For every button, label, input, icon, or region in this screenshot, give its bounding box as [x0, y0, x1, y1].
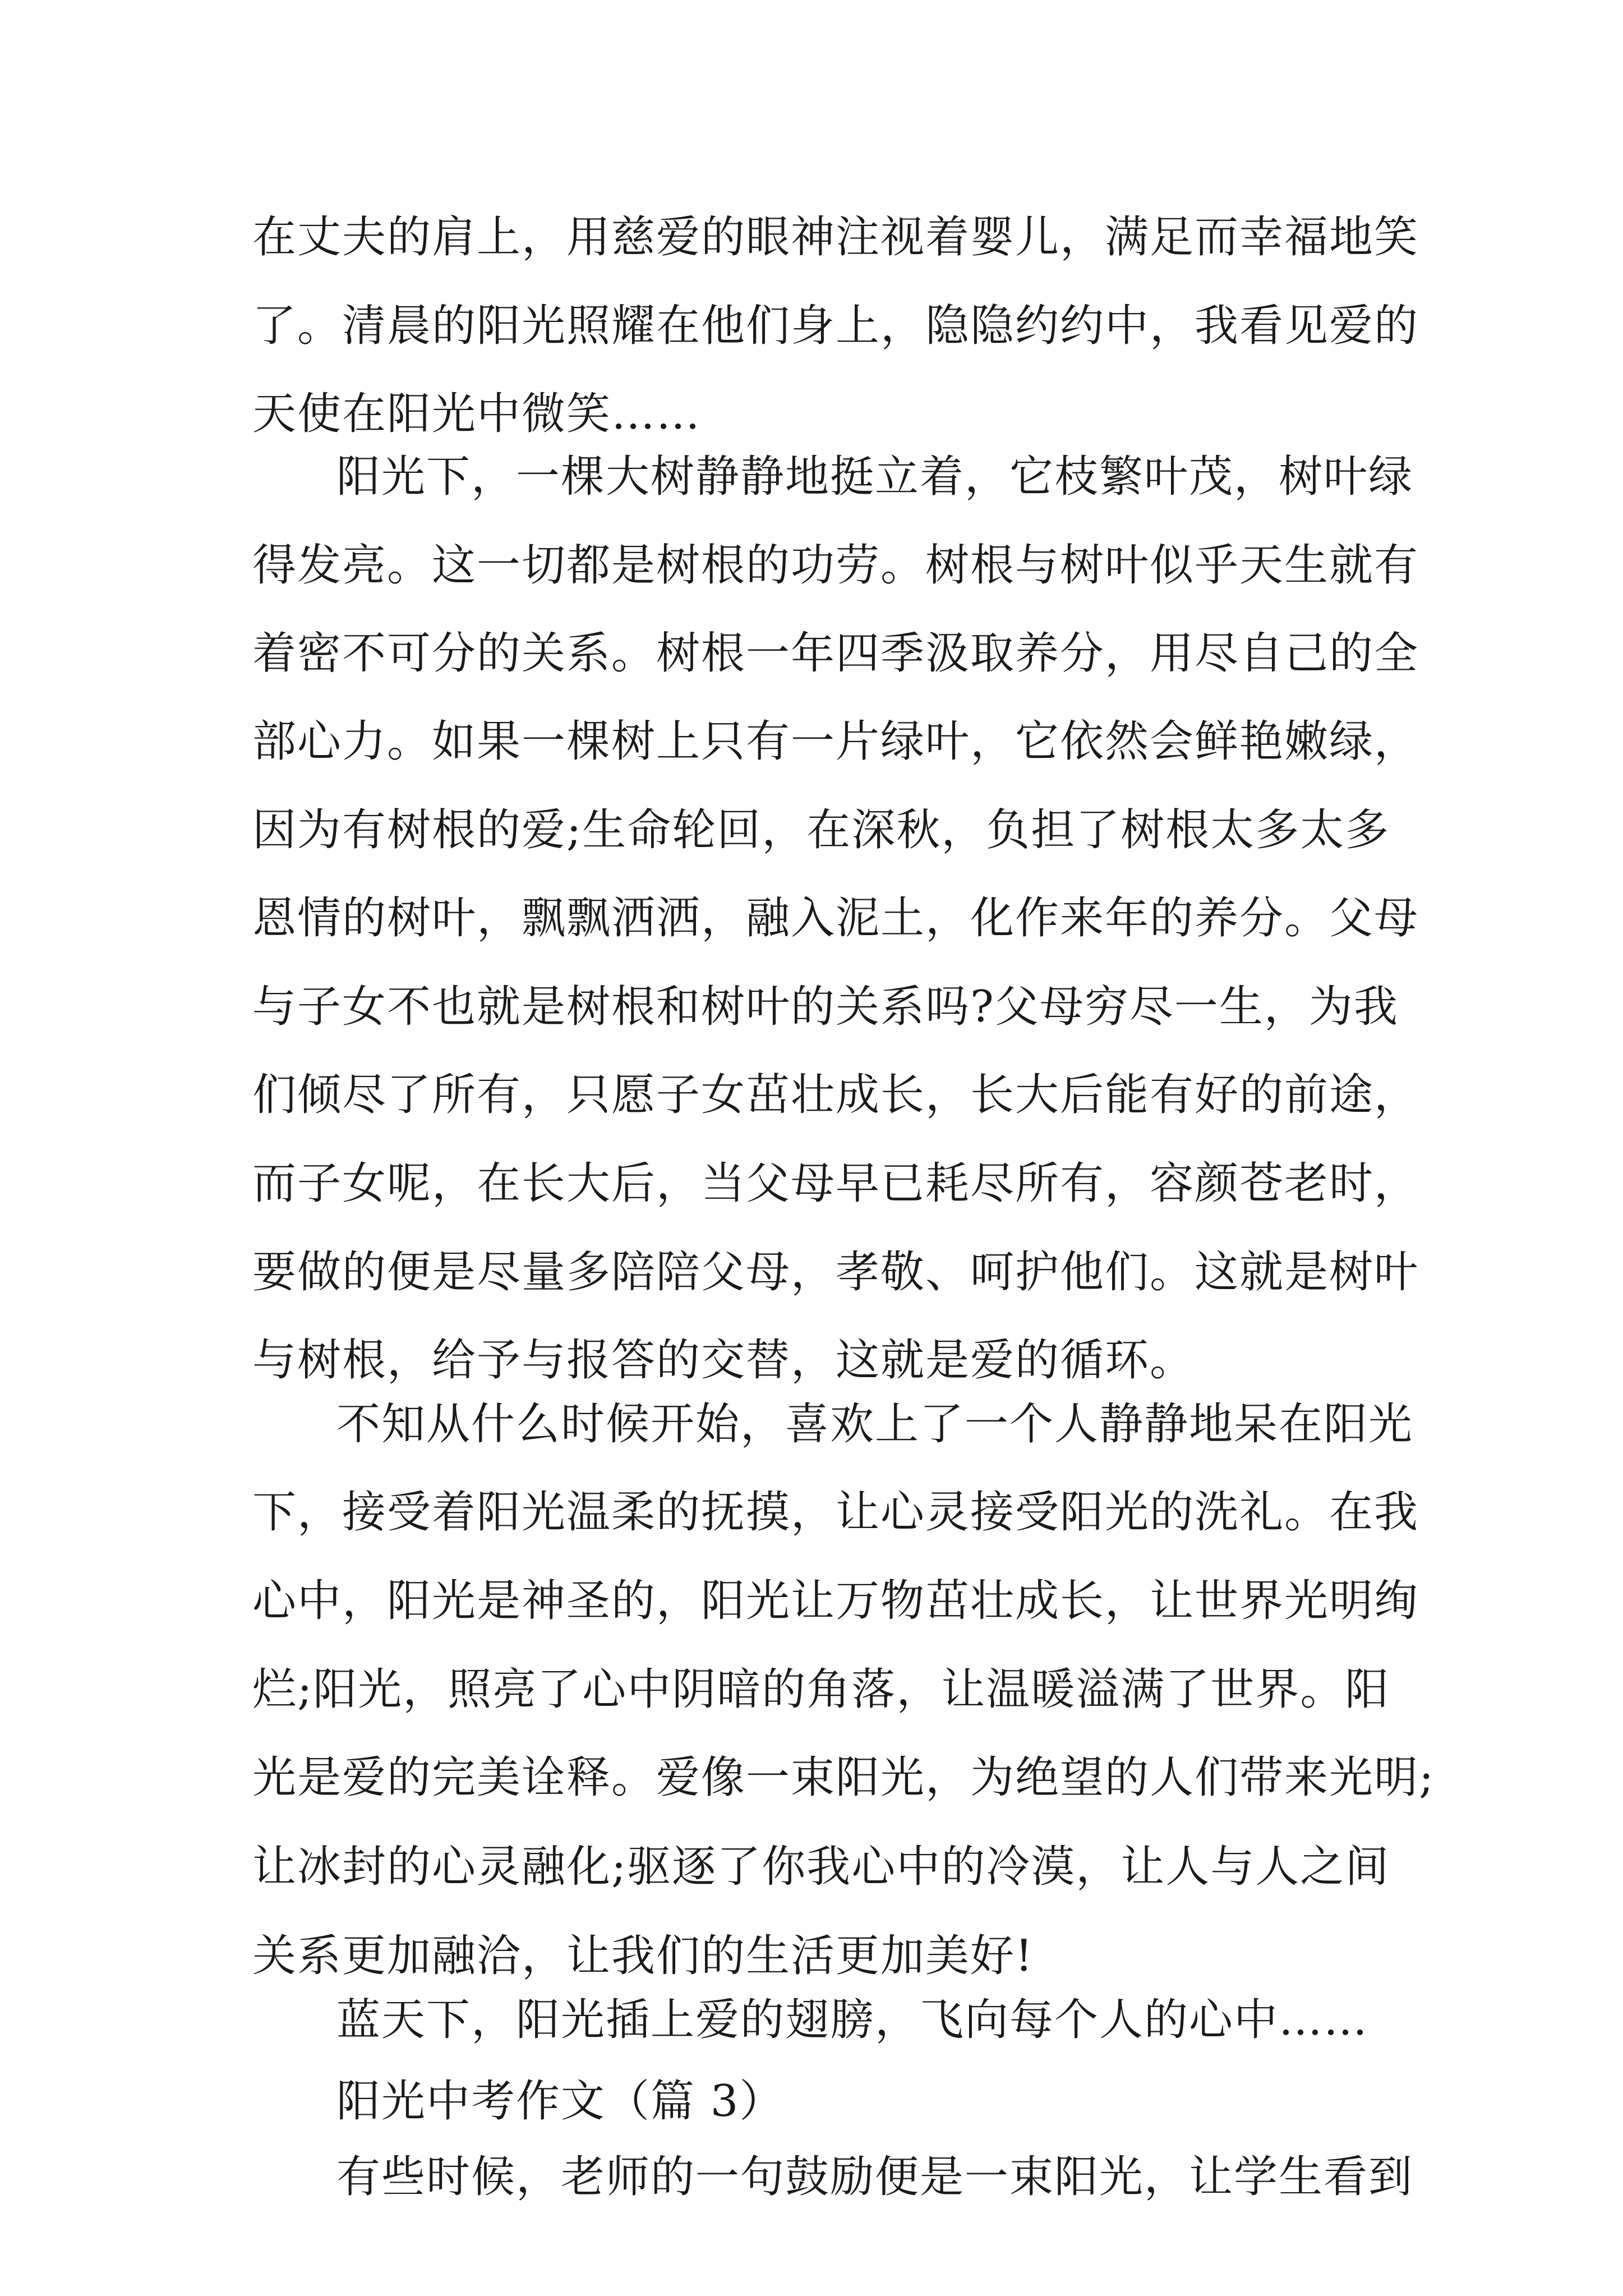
text-line: 部心力。如果一棵树上只有一片绿叶，它依然会鲜艳嫩绿， [252, 716, 1419, 767]
text-line: 天使在阳光中微笑…… [252, 389, 702, 439]
text-line: 着密不可分的关系。树根一年四季汲取养分，用尽自己的全 [252, 628, 1419, 679]
paragraph-first-line: 不知从什么时候开始，喜欢上了一个人静静地呆在阳光 [336, 1399, 1414, 1450]
text-line: 了。清晨的阳光照耀在他们身上，隐隐约约中，我看见爱的 [252, 301, 1419, 351]
text-line: 而子女呢，在长大后，当父母早已耗尽所有，容颜苍老时， [252, 1158, 1419, 1209]
text-line: 与树根，给予与报答的交替，这就是爱的循环。 [252, 1335, 1195, 1386]
text-line: 烂;阳光，照亮了心中阴暗的角落，让温暖溢满了世界。阳 [252, 1664, 1390, 1715]
text-line: 恩情的树叶，飘飘洒洒，融入泥土，化作来年的养分。父母 [252, 893, 1419, 944]
paragraph-first-line: 有些时候，老师的一句鼓励便是一束阳光，让学生看到 [336, 2152, 1414, 2202]
paragraph-first-line: 阳光下，一棵大树静静地挺立着，它枝繁叶茂，树叶绿 [336, 452, 1414, 502]
text-line: 在丈夫的肩上，用慈爱的眼神注视着婴儿，满足而幸福地笑 [252, 212, 1419, 263]
section-heading: 阳光中考作文（篇 3） [336, 2076, 785, 2127]
text-line: 让冰封的心灵融化;驱逐了你我心中的冷漠，让人与人之间 [252, 1842, 1390, 1892]
text-line: 心中，阳光是神圣的，阳光让万物茁壮成长，让世界光明绚 [252, 1576, 1419, 1626]
text-line: 光是爱的完美诠释。爱像一束阳光，为绝望的人们带来光明; [252, 1752, 1435, 1803]
text-line: 得发亮。这一切都是树根的功劳。树根与树叶似乎天生就有 [252, 540, 1419, 591]
text-line: 因为有树根的爱;生命轮回，在深秋，负担了树根太多太多 [252, 805, 1390, 855]
paragraph-first-line: 蓝天下，阳光插上爱的翅膀，飞向每个人的心中…… [336, 1995, 1369, 2045]
text-line: 下，接受着阳光温柔的抚摸，让心灵接受阳光的洗礼。在我 [252, 1487, 1419, 1538]
text-line: 要做的便是尽量多陪陪父母，孝敬、呵护他们。这就是树叶 [252, 1247, 1419, 1297]
text-line: 与子女不也就是树根和树叶的关系吗?父母穷尽一生，为我 [252, 982, 1399, 1032]
text-line: 们倾尽了所有，只愿子女茁壮成长，长大后能有好的前途， [252, 1070, 1419, 1120]
text-line: 关系更加融洽，让我们的生活更加美好! [252, 1931, 1034, 1981]
